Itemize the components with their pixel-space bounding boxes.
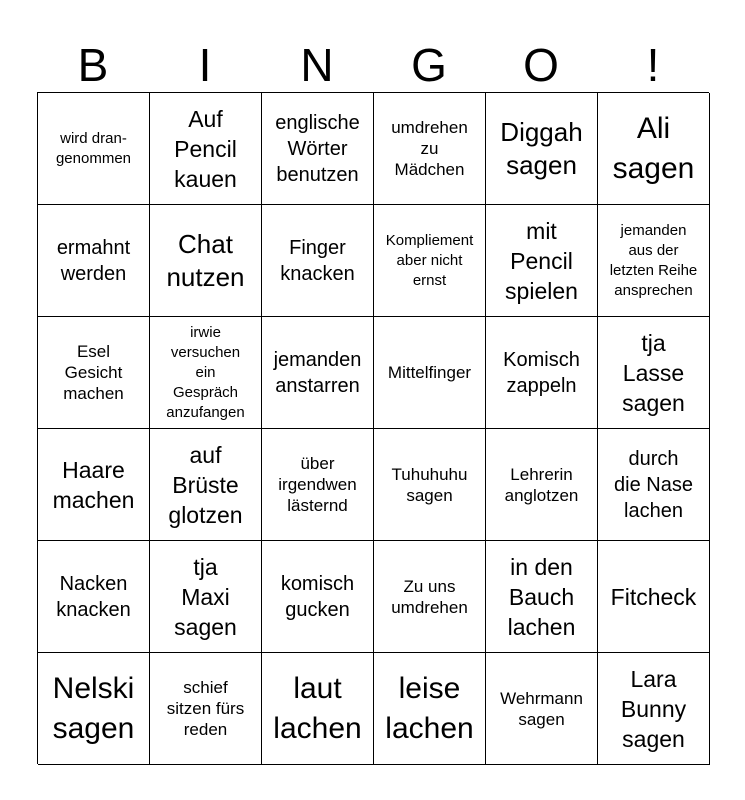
cell-text: Chat nutzen xyxy=(166,228,245,292)
bingo-cell[interactable] xyxy=(262,653,374,765)
bingo-cell[interactable] xyxy=(598,93,710,205)
cell-text: auf Brüste glotzen xyxy=(168,441,243,528)
cell-text: Nacken knacken xyxy=(56,572,131,621)
bingo-cell[interactable] xyxy=(38,93,150,205)
cell-text: Zu uns umdrehen xyxy=(391,576,468,617)
cell-text: Finger knacken xyxy=(280,236,355,285)
bingo-cell[interactable] xyxy=(38,205,150,317)
bingo-cell[interactable] xyxy=(486,653,598,765)
bingo-cell[interactable] xyxy=(150,93,262,205)
bingo-cell[interactable] xyxy=(598,653,710,765)
bingo-cell[interactable] xyxy=(262,429,374,541)
title-letter-n: N xyxy=(300,39,334,91)
cell-text: mit Pencil spielen xyxy=(505,217,578,304)
bingo-cell[interactable] xyxy=(38,317,150,429)
cell-text: Tuhuhuhu sagen xyxy=(391,464,468,505)
bingo-cell[interactable] xyxy=(486,93,598,205)
bingo-cell[interactable] xyxy=(374,205,486,317)
cell-text: Auf Pencil kauen xyxy=(174,105,237,192)
bingo-cell[interactable] xyxy=(150,653,262,765)
bingo-title xyxy=(37,36,709,94)
bingo-cell[interactable] xyxy=(262,93,374,205)
title-letter-g: G xyxy=(411,39,447,91)
cell-text: komisch gucken xyxy=(280,572,355,621)
bingo-cell[interactable] xyxy=(150,541,262,653)
cell-text: irwie versuchen ein Gespräch anzufangen xyxy=(166,323,245,421)
cell-text: Esel Gesicht machen xyxy=(63,342,124,403)
bingo-board xyxy=(37,92,709,764)
bingo-cell[interactable] xyxy=(262,541,374,653)
cell-text: leise lachen xyxy=(385,671,474,745)
cell-text: Diggah sagen xyxy=(500,116,583,180)
cell-text: durch die Nase lachen xyxy=(614,447,693,522)
title-letter-b: B xyxy=(77,39,109,91)
cell-text: Wehrmann sagen xyxy=(500,688,583,729)
bingo-cell[interactable] xyxy=(150,317,262,429)
cell-text: Haare machen xyxy=(52,456,135,513)
bingo-cell[interactable] xyxy=(150,205,262,317)
bingo-cell[interactable] xyxy=(262,205,374,317)
cell-text: Kompliement aber nicht ernst xyxy=(385,231,474,289)
bingo-cell[interactable] xyxy=(598,205,710,317)
cell-text: Lehrerin anglotzen xyxy=(504,464,579,505)
cell-text: Lara Bunny sagen xyxy=(620,665,687,752)
cell-text: umdrehen zu Mädchen xyxy=(391,118,468,179)
bingo-cell[interactable] xyxy=(486,205,598,317)
cell-text: jemanden anstarren xyxy=(273,348,362,397)
bingo-cell[interactable] xyxy=(262,317,374,429)
title-letter-o: O xyxy=(523,39,559,91)
bingo-cell[interactable] xyxy=(486,317,598,429)
cell-text: Komisch zappeln xyxy=(503,348,580,397)
cell-text: wird dran- genommen xyxy=(55,129,132,167)
cell-text: schief sitzen fürs reden xyxy=(166,678,245,739)
bingo-cell[interactable] xyxy=(38,541,150,653)
cell-text: jemanden aus der letzten Reihe ansprechen xyxy=(609,221,698,299)
cell-text: tja Maxi sagen xyxy=(174,553,237,640)
bingo-cell[interactable] xyxy=(374,653,486,765)
title-letter-i: I xyxy=(198,39,212,91)
cell-text: Ali sagen xyxy=(612,111,695,185)
bingo-cell[interactable] xyxy=(374,429,486,541)
cell-text: ermahnt werden xyxy=(56,236,131,285)
cell-text: über irgendwen lästernd xyxy=(278,454,357,515)
bingo-cell[interactable] xyxy=(598,541,710,653)
bingo-cell[interactable] xyxy=(150,429,262,541)
cell-text: englische Wörter benutzen xyxy=(275,111,360,186)
bingo-cell[interactable] xyxy=(374,93,486,205)
bingo-cell[interactable] xyxy=(38,429,150,541)
bingo-cell[interactable] xyxy=(486,541,598,653)
cell-text: Fitcheck xyxy=(610,583,697,610)
bingo-cell[interactable] xyxy=(38,653,150,765)
bingo-cell[interactable] xyxy=(598,429,710,541)
bingo-cell[interactable] xyxy=(598,317,710,429)
cell-text: tja Lasse sagen xyxy=(622,329,685,416)
cell-text: laut lachen xyxy=(273,671,362,745)
title-letter-exclamation: ! xyxy=(646,39,660,91)
bingo-cell[interactable] xyxy=(374,317,486,429)
cell-text: Mittelfinger xyxy=(387,363,472,382)
cell-text: Nelski sagen xyxy=(52,671,135,745)
bingo-cell[interactable] xyxy=(374,541,486,653)
bingo-cell[interactable] xyxy=(486,429,598,541)
cell-text: in den Bauch lachen xyxy=(507,553,576,640)
